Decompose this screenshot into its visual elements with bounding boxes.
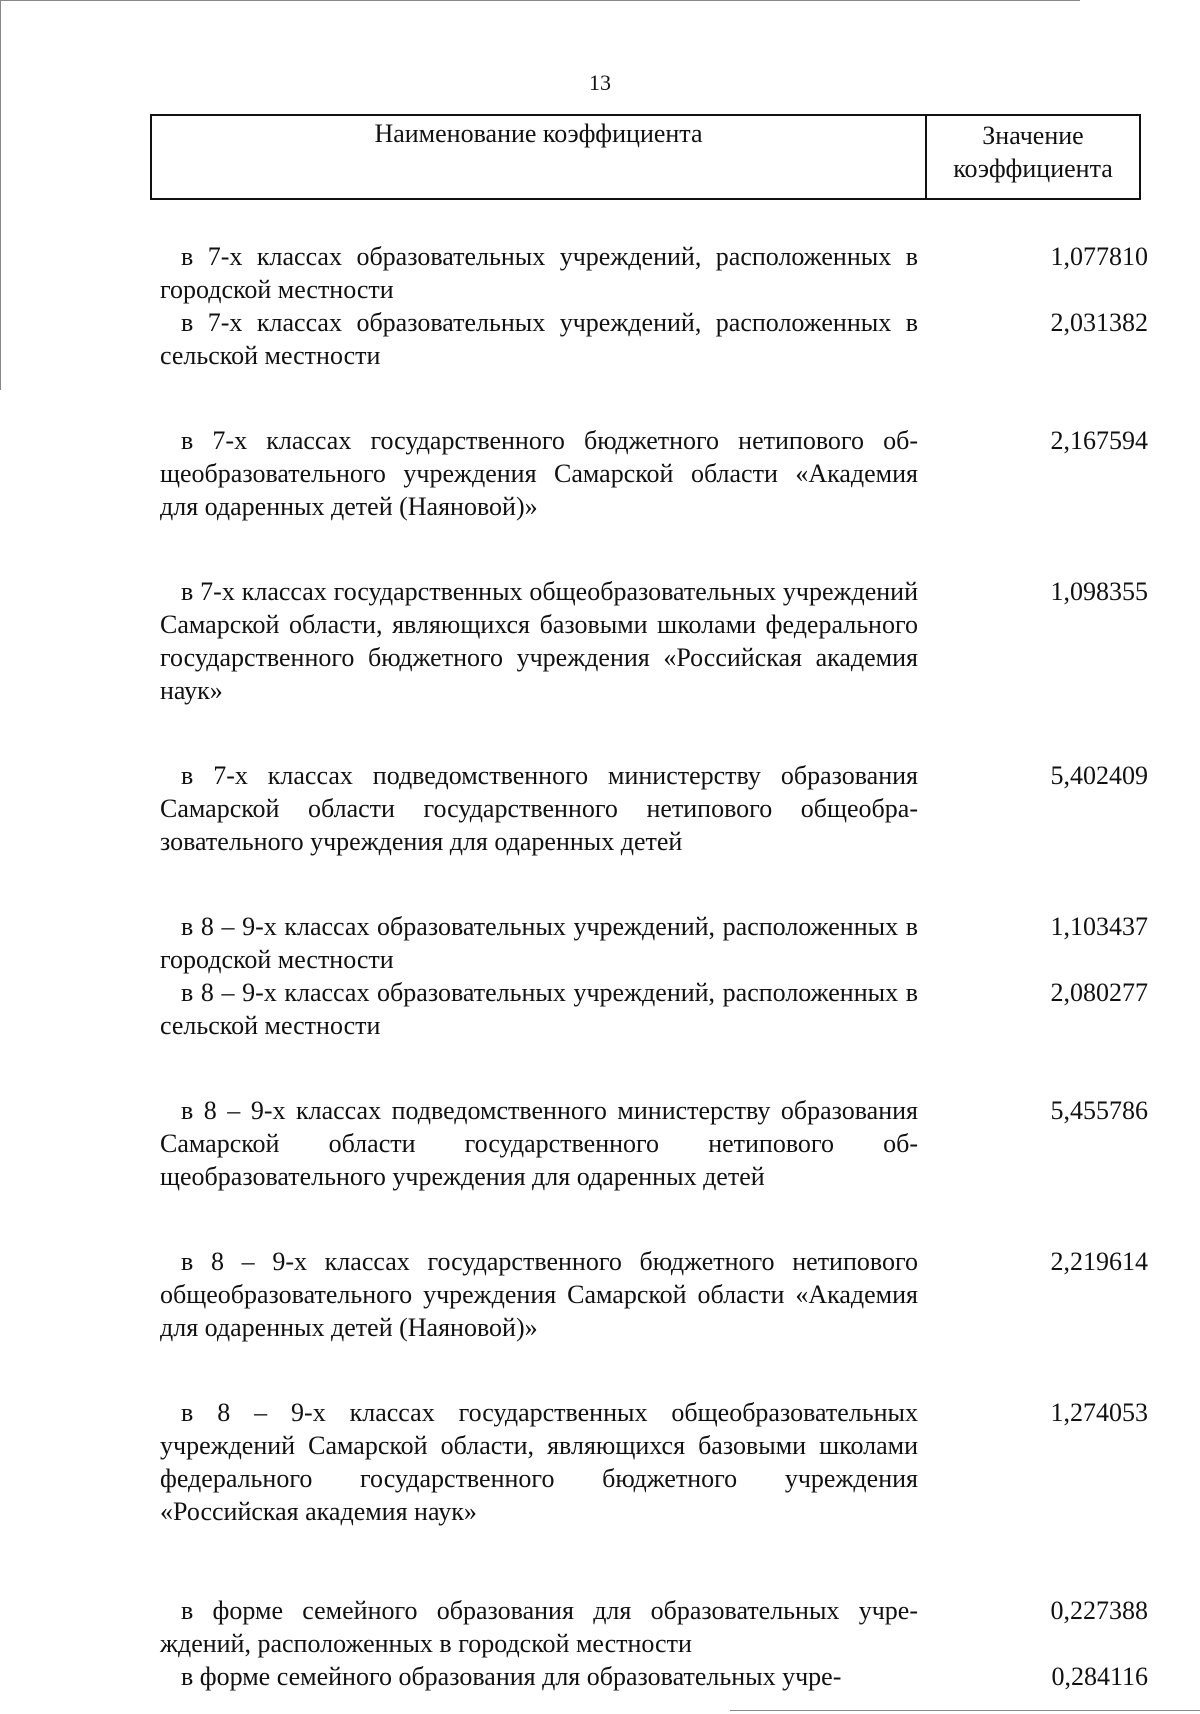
coefficient-name: в 8 – 9-х классах образовательных учреждений, расположенных в городской местности <box>160 912 918 974</box>
coefficient-list <box>160 240 1160 1693</box>
list-item <box>160 424 1160 523</box>
coefficient-value: 0,227388 <box>1050 1596 1148 1625</box>
list-item <box>160 575 1160 707</box>
header-value-line2: коэффициента <box>953 154 1113 183</box>
list-item <box>160 1660 1160 1693</box>
coefficient-name: в форме семейного образования для образовательных учреждений, расположенных в городской местности <box>160 1596 918 1658</box>
coefficient-name: в 7-х классах образовательных учреждений, расположенных в городской местности <box>160 242 918 304</box>
coefficient-value: 5,402409 <box>1050 761 1148 790</box>
coefficient-value: 2,031382 <box>1050 308 1148 337</box>
scan-border-bottom <box>730 1710 1200 1711</box>
coefficient-name: в форме семейного образования для образовательных учре- <box>181 1662 842 1691</box>
coefficient-name: в 8 – 9-х классах государственных общеобразовательных учреждений Самарской области, являющихся базовыми школами федерального государственного бюджетного учреждения «Российская академия наук» <box>160 1398 918 1526</box>
coefficient-value: 1,103437 <box>1050 912 1148 941</box>
coefficient-value: 1,274053 <box>1050 1398 1148 1427</box>
coefficient-value: 0,284116 <box>1051 1662 1148 1691</box>
list-item <box>160 976 1160 1042</box>
header-value-line1: Значение <box>982 121 1084 150</box>
list-item <box>160 306 1160 372</box>
header-name-column: Наименование коэффициента <box>152 116 927 198</box>
list-item <box>160 1245 1160 1344</box>
coefficient-name: в 7-х классах образовательных учреждений, расположенных в сельской местности <box>160 308 918 370</box>
table-header <box>150 114 1141 200</box>
list-item <box>160 240 1160 306</box>
list-item <box>160 759 1160 858</box>
list-item <box>160 910 1160 976</box>
coefficient-name: в 8 – 9-х классах государственного бюджетного нетипового общеобразовательного учреждения Самарской области «Академия для одаренных детей (Наяновой)» <box>160 1247 918 1342</box>
coefficient-name: в 7-х классах государственного бюджетного нетипового общеобразовательного учреждения Самарской области «Академия для одаренных детей (Наяновой)» <box>160 426 918 521</box>
list-item <box>160 1396 1160 1528</box>
page-number: 13 <box>589 70 611 95</box>
coefficient-name: в 8 – 9-х классах подведомственного министерству образования Самарской области государственного нетипового общеобразовательного учреждения для одаренных детей <box>160 1096 918 1191</box>
coefficient-name: в 7-х классах подведомственного министерству образования Самарской области государственного нетипового общеобразовательного учреждения для одаренных детей <box>160 761 918 856</box>
coefficient-value: 1,077810 <box>1050 242 1148 271</box>
scan-border-top <box>0 0 1080 1</box>
coefficient-value: 5,455786 <box>1050 1096 1148 1125</box>
header-value-column <box>927 116 1139 198</box>
coefficient-name: в 8 – 9-х классах образовательных учреждений, расположенных в сельской местности <box>160 978 918 1040</box>
list-item <box>160 1094 1160 1193</box>
coefficient-value: 2,080277 <box>1050 978 1148 1007</box>
coefficient-value: 1,098355 <box>1050 577 1148 606</box>
coefficient-value: 2,167594 <box>1050 426 1148 455</box>
coefficient-name: в 7-х классах государственных общеобразовательных учреждений Самарской области, являющихся базовыми школами федерального государственного бюджетного учреждения «Российская академия наук» <box>160 577 918 705</box>
list-item <box>160 1594 1160 1660</box>
scan-border-left <box>0 0 1 390</box>
coefficient-value: 2,219614 <box>1050 1247 1148 1276</box>
